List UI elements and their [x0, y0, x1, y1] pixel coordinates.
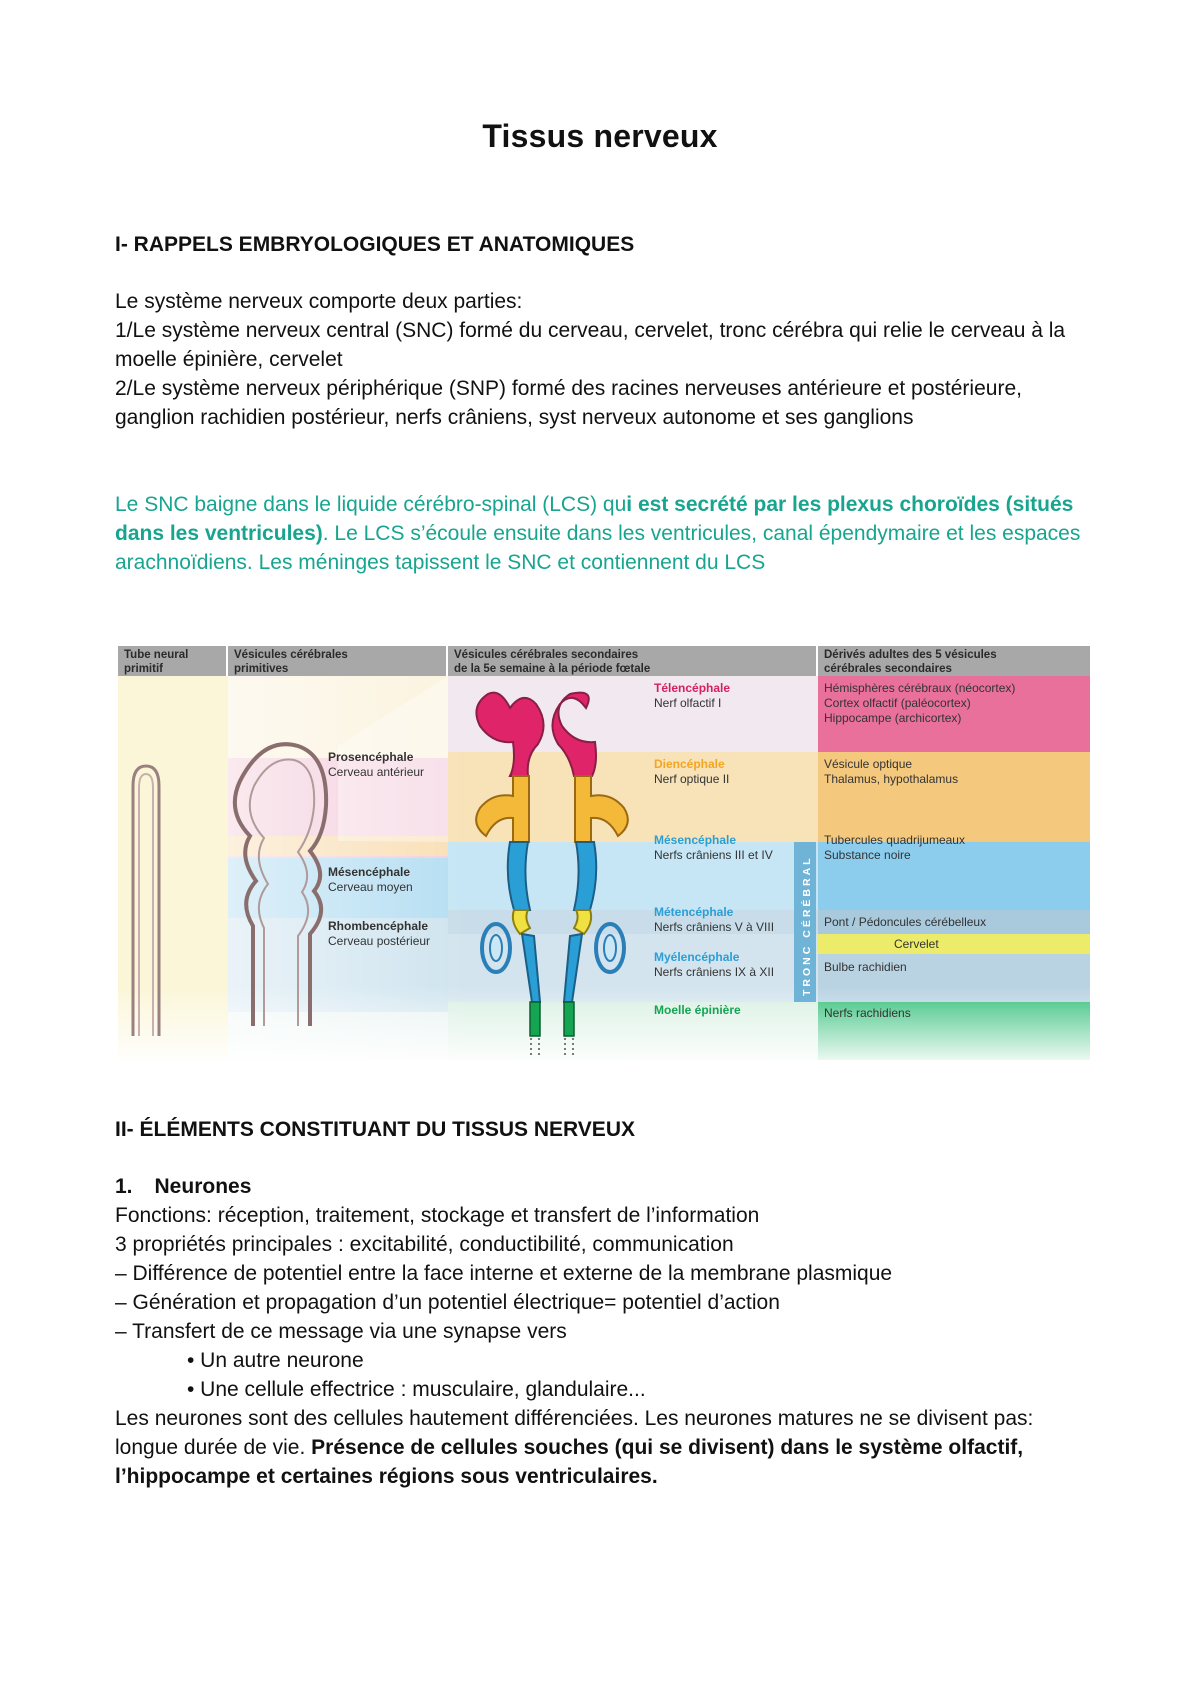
hdr-col2-l2: primitives — [234, 663, 289, 675]
neurones-title: Neurones — [154, 1175, 252, 1198]
adult-die-2: Thalamus, hypothalamus — [824, 772, 959, 786]
section1-heading: I- RAPPELS EMBRYOLOGIQUES ET ANATOMIQUES — [115, 233, 635, 256]
section1-item2: 2/Le système nerveux périphérique (SNP) formé des racines nerveuses antérieure et postérieure, ganglion rachidien postérieur, nerfs crâniens, syst nerveux autonome et ses ganglions — [115, 377, 1022, 429]
embryology-figure — [118, 646, 1090, 1060]
sec-metencephale: Métencéphale — [654, 905, 734, 919]
sec-mesencephale: Mésencéphale — [654, 833, 737, 847]
sec-telencephale: Télencéphale — [654, 681, 731, 695]
prim-rhombencephale: Rhombencéphale — [328, 919, 429, 933]
neurones-bullet-2: • Une cellule effectrice : musculaire, glandulaire... — [187, 1378, 646, 1401]
sec-moelle: Moelle épinière — [654, 1003, 741, 1017]
adult-tel-1: Hémisphères cérébraux (néocortex) — [824, 681, 1016, 695]
neurones-subheading — [115, 1172, 1095, 1201]
neurones-line-2: 3 propriétés principales : excitabilité, conductibilité, communication — [115, 1233, 734, 1256]
hdr-col2-l1: Vésicules cérébrales — [234, 649, 348, 661]
page-title: Tissus nerveux — [482, 118, 718, 154]
section2-heading: II- ÉLÉMENTS CONSTITUANT DU TISSUS NERVEUX — [115, 1118, 635, 1141]
adult-mye-1: Bulbe rachidien — [824, 960, 907, 974]
sec-mesencephale-sub: Nerfs crâniens III et IV — [654, 848, 773, 862]
hdr-col3-l1: Vésicules cérébrales secondaires — [454, 649, 639, 661]
neurones-bullet-1: • Un autre neurone — [187, 1349, 364, 1372]
sec-diencephale-sub: Nerf optique II — [654, 772, 730, 786]
neurones-line-4: – Génération et propagation d’un potentiel électrique= potentiel d’action — [115, 1291, 780, 1314]
prim-prosencephale: Prosencéphale — [328, 750, 414, 764]
neurones-line-1: Fonctions: réception, traitement, stockage et transfert de l’information — [115, 1204, 760, 1227]
adult-tel-3: Hippocampe (archicortex) — [824, 711, 962, 725]
adult-tel-2: Cortex olfactif (paléocortex) — [824, 696, 971, 710]
sec-myelencephale-sub: Nerfs crâniens IX à XII — [654, 965, 775, 979]
sec-myelencephale: Myélencéphale — [654, 950, 740, 964]
lcs-text-2: . Le LCS s’écoule ensuite dans les ventricules, canal épendymaire et les espaces arachnoïdiens. Les méninges tapissent le SNC et contiennent du LCS — [115, 522, 1081, 574]
lcs-text-bold: i est secrété par les plexus choroïdes (situés dans les ventricules) — [115, 493, 1074, 545]
prim-prosencephale-sub: Cerveau antérieur — [328, 765, 425, 779]
neurones-section — [115, 1172, 1095, 1491]
prim-mesencephale-sub: Cerveau moyen — [328, 880, 413, 894]
tronc-cerebral-label: TRONC CÉRÉBRAL — [801, 855, 813, 996]
hdr-col1-l2: primitif — [124, 663, 163, 675]
adult-mes-2: Substance noire — [824, 848, 911, 862]
adult-met-1: Pont / Pédoncules cérébelleux — [824, 915, 987, 929]
band-cervelet — [818, 934, 1090, 954]
adult-moelle-1: Nerfs rachidiens — [824, 1006, 911, 1020]
hdr-col4-l2: cérébrales secondaires — [824, 663, 952, 675]
neurones-line-3: – Différence de potentiel entre la face interne et externe de la membrane plasmique — [115, 1262, 893, 1285]
hdr-col1-l1: Tube neural — [124, 649, 189, 661]
prim-mesencephale: Mésencéphale — [328, 865, 411, 879]
sec-diencephale: Diencéphale — [654, 757, 725, 771]
section1-body — [115, 287, 1095, 432]
sec-metencephale-sub: Nerfs crâniens V à VIII — [654, 920, 775, 934]
adult-mes-1: Tubercules quadrijumeaux — [824, 833, 965, 847]
neurones-number: 1. — [115, 1175, 133, 1198]
neurones-line-5: – Transfert de ce message via une synapse vers — [115, 1320, 567, 1343]
section1-intro: Le système nerveux comporte deux parties: — [115, 290, 523, 313]
hdr-col3-l2: de la 5e semaine à la période fœtale — [454, 663, 651, 675]
adult-cervelet: Cervelet — [894, 937, 939, 951]
hdr-col4-l1: Dérivés adultes des 5 vésicules — [824, 649, 997, 661]
neurones-paragraph-bold: Présence de cellules souches (qui se divisent) dans le système olfactif, l’hippocampe et certaines régions sous ventriculaires. — [115, 1436, 1024, 1488]
sec-telencephale-sub: Nerf olfactif I — [654, 696, 722, 710]
lcs-text-1: Le SNC baigne dans le liquide cérébro-spinal (LCS) qu — [115, 493, 627, 516]
lcs-paragraph — [115, 490, 1095, 577]
section1-item1: 1/Le système nerveux central (SNC) formé du cerveau, cervelet, tronc cérébra qui relie le cerveau à la moelle épinière, cervelet — [115, 319, 1066, 371]
adult-die-1: Vésicule optique — [824, 757, 913, 771]
neurones-paragraph — [115, 1404, 1095, 1491]
neurones-paragraph-normal: Les neurones sont des cellules hautement différenciées. Les neurones matures ne se divisent pas: longue durée de vie. — [115, 1407, 1034, 1459]
prim-rhombencephale-sub: Cerveau postérieur — [328, 934, 431, 948]
